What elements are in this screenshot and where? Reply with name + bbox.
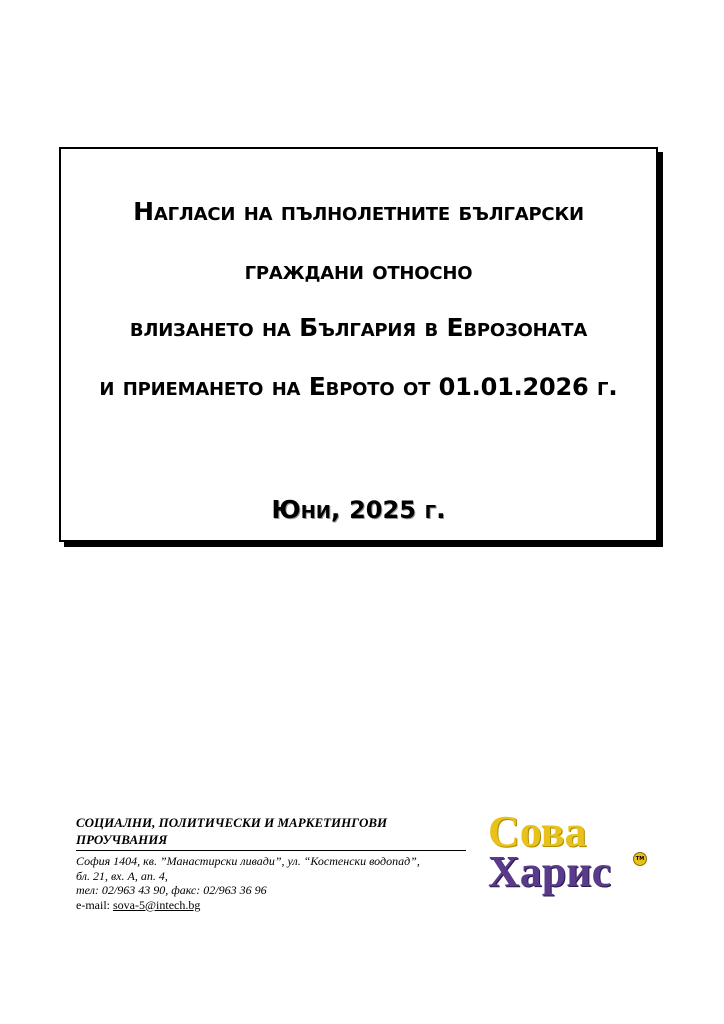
trademark-icon: TM (633, 852, 647, 866)
email-label: e-mail: (76, 897, 113, 912)
footer-contact (76, 814, 476, 913)
report-date (61, 495, 656, 524)
title-line-4-text: и приемането на Еврото от (99, 372, 439, 401)
title-line-3: влизането на България в Еврозоната (129, 313, 588, 342)
organization-name: СОЦИАЛНИ, ПОЛИТИЧЕСКИ И МАРКЕТИНГОВИ ПРОУЧВАНИЯ (76, 814, 466, 851)
report-date-month: Юни, (271, 495, 350, 524)
logo-text-bottom: Харис (488, 847, 612, 896)
report-date-year: 2025 (349, 496, 416, 524)
phone-fax-line: тел: 02/963 43 90, факс: 02/963 36 96 (76, 883, 267, 897)
title-line-4 (61, 372, 656, 401)
title-line-4-date: 01.01.2026 (438, 373, 589, 401)
address-line-2: бл. 21, вх. А, ап. 4, (76, 868, 168, 883)
email-link[interactable]: sova-5@intech.bg (112, 897, 201, 912)
title-line-2: граждани относно (244, 256, 473, 285)
report-date-suffix: г. (415, 495, 446, 524)
logo-text-top: Сова (488, 807, 587, 856)
title-box (59, 147, 658, 542)
title-line-4-suffix: г. (588, 372, 618, 401)
sova-harris-logo (485, 808, 655, 918)
title-line-1: Нагласи на пълнолетните български (133, 197, 584, 226)
address-line-1: София 1404, кв. ”Манастирски ливади”, ул. “Костенски водопад”, (76, 854, 420, 868)
email-line (76, 898, 476, 913)
